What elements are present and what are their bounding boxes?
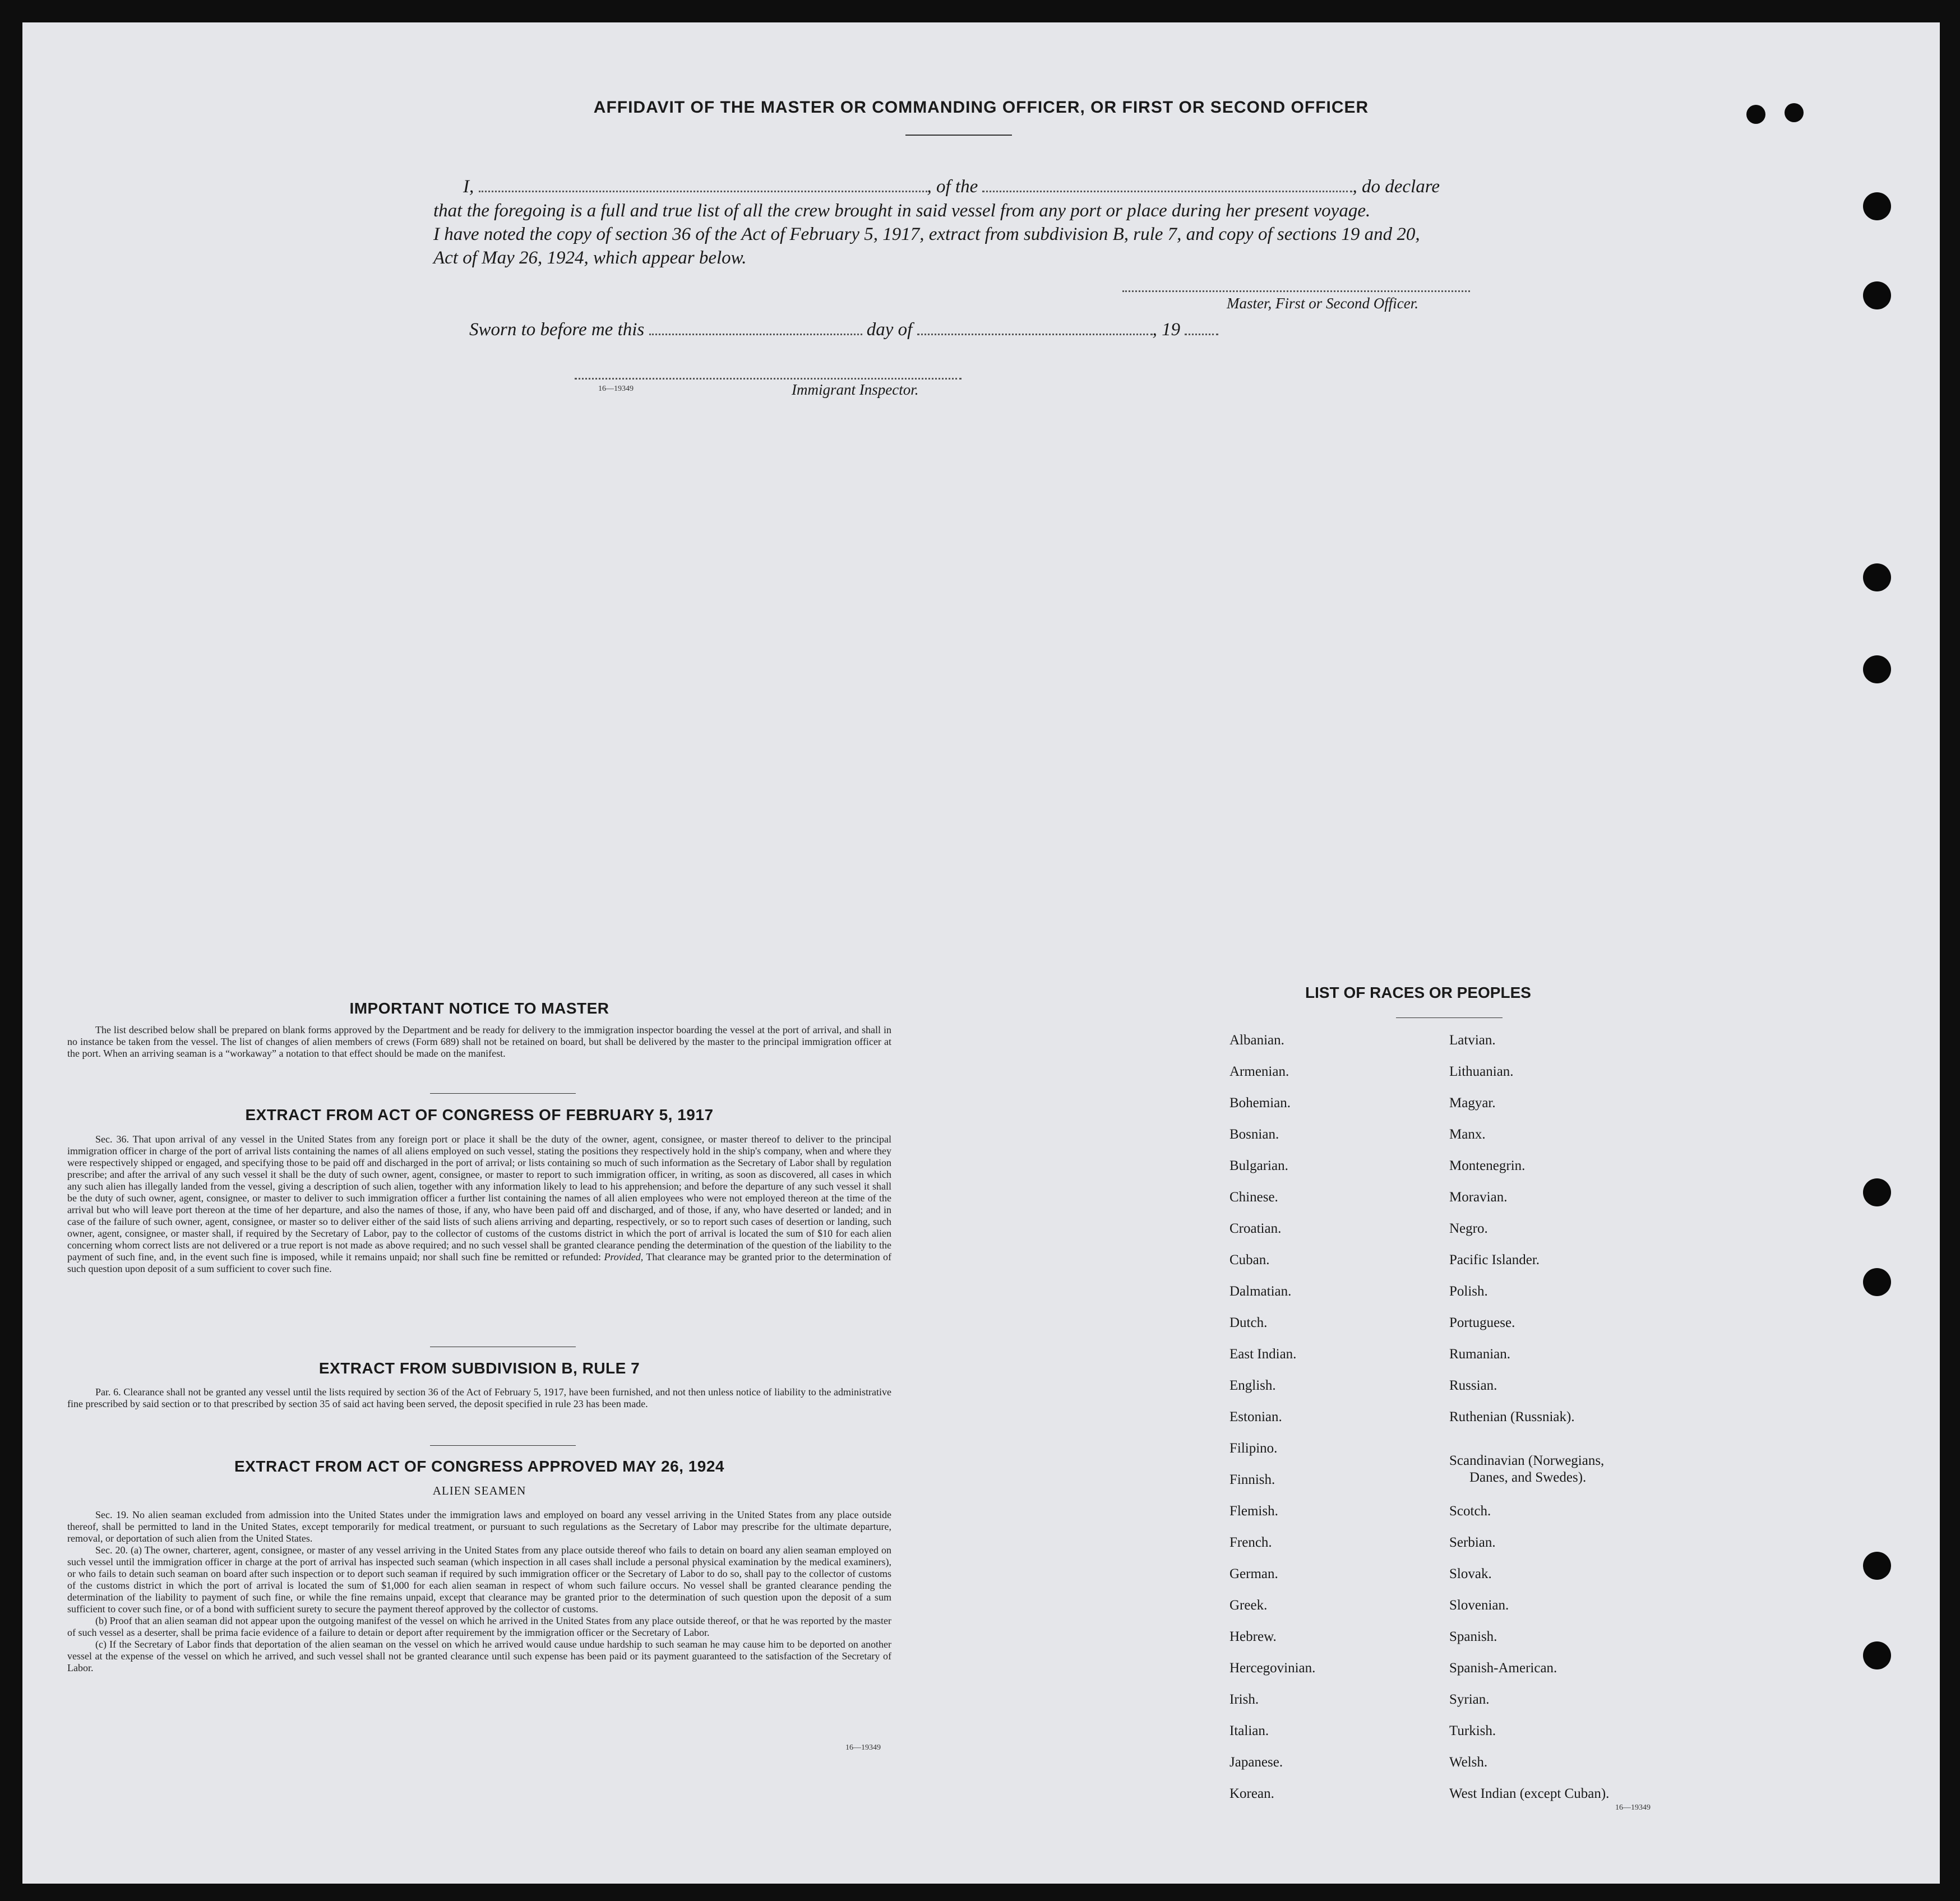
inspector-signature-field[interactable] [575,378,961,380]
notice-text [67,1024,891,1060]
sworn-year-field[interactable] [1185,333,1218,335]
section-divider [430,1445,576,1446]
race-item: Magyar. [1449,1095,1496,1111]
race-item: Scotch. [1449,1504,1491,1519]
race-item: Spanish-American. [1449,1661,1557,1676]
binder-hole [1863,1268,1891,1296]
race-item: Rumanian. [1449,1347,1511,1362]
master-signature-caption: Master, First or Second Officer. [1227,295,1418,312]
declarant-prefix: I, [463,177,474,197]
race-item: Ruthenian (Russniak). [1449,1409,1575,1424]
form-number-top: 16—19349 [598,385,634,393]
races-title-divider [1396,1017,1503,1018]
extract-1917-title: EXTRACT FROM ACT OF CONGRESS OF FEBRUARY 5, 1917 [245,1106,714,1123]
sworn-day-field[interactable] [649,333,862,335]
notice-paragraph: The list described below shall be prepared on blank forms approved by the Department and be ready for delivery to the immigration inspector boarding the vessel at the port of arrival, and shall in no instance be taken from the vessel. The list of changes of alien members of crews (Form 689) shall not be retained on board, but shall be delivered by the master to the principal immigration officer at the port. When an arriving seaman is a “workaway” a notation to that effect should be made on the manifest. [67,1024,891,1059]
race-item: Korean. [1229,1786,1274,1801]
race-item: Hercegovinian. [1229,1661,1316,1676]
of-the-label: , of the [927,177,978,197]
extract-1924-title: EXTRACT FROM ACT OF CONGRESS APPROVED MAY 26, 1924 [234,1458,724,1475]
race-item: Montenegrin. [1449,1158,1526,1173]
race-item: Filipino. [1229,1441,1278,1456]
race-item: Greek. [1229,1598,1268,1613]
form-number-left: 16—19349 [845,1743,881,1752]
affidavit-line-2: that the foregoing is a full and true list of all the crew brought in said vessel from any port or place during her present voyage. [433,201,1371,221]
extract-1924-text [67,1509,891,1674]
proviso-word: Provided, [604,1251,644,1262]
affidavit-line-1 [463,177,1440,197]
race-item: Hebrew. [1229,1629,1277,1644]
race-item: Slovak. [1449,1566,1492,1581]
binder-hole [1863,563,1891,591]
race-item: Finnish. [1229,1472,1275,1487]
race-item: Bohemian. [1229,1095,1291,1111]
race-item: Pacific Islander. [1449,1252,1540,1268]
race-item: Polish. [1449,1284,1488,1299]
race-item: Dutch. [1229,1315,1268,1330]
race-item: East Indian. [1229,1347,1297,1362]
sworn-label: Sworn to before me this [469,320,645,340]
extract-rule7-text [67,1386,891,1410]
do-declare-label: , do declare [1352,177,1440,197]
binder-hole [1863,192,1891,220]
extract-rule7-title: EXTRACT FROM SUBDIVISION B, RULE 7 [318,1359,640,1377]
race-item: Syrian. [1449,1692,1490,1707]
section-20c-paragraph: (c) If the Secretary of Labor finds that deportation of the alien seaman on the vessel on which he arrived would cause undue hardship to such seaman he may cause him to be deported on another vessel at the expense of the vessel on which he arrived, and such vessel shall not be granted clearance until such expense has been paid or its payment guaranteed to the satisfaction of the Secretary of Labor. [67,1639,891,1673]
race-item: Lithuanian. [1449,1064,1514,1079]
binder-hole [1863,655,1891,683]
affidavit-title: AFFIDAVIT OF THE MASTER OR COMMANDING OFFICER, OR FIRST OR SECOND OFFICER [593,98,1369,117]
affidavit-line-4: Act of May 26, 1924, which appear below. [433,248,747,268]
race-item: Negro. [1449,1221,1488,1236]
race-item: English. [1229,1378,1276,1393]
race-item: Italian. [1229,1723,1269,1738]
race-item: Flemish. [1229,1504,1278,1519]
race-item: Bulgarian. [1229,1158,1288,1173]
section-19-paragraph: Sec. 19. No alien seaman excluded from admission into the United States under the immigration laws and employed on board any vessel arriving in the United States from any place outside thereof, shall be permitted to land in the United States, except temporarily for medical treatment, or pursuant to such regulations as the Secretary of Labor may prescribe for the ultimate departure, removal, or deportation of such alien from the United States. [67,1509,891,1544]
binder-hole [1863,1178,1891,1206]
race-item: Moravian. [1449,1190,1508,1205]
form-page [22,22,1940,1884]
day-of-label: day of [866,320,913,340]
race-item: Japanese. [1229,1755,1283,1770]
race-item: Dalmatian. [1229,1284,1292,1299]
section-divider [430,1093,576,1094]
race-item: French. [1229,1535,1272,1550]
race-item: Armenian. [1229,1064,1289,1079]
race-item: Bosnian. [1229,1127,1279,1142]
paragraph-6: Par. 6. Clearance shall not be granted any vessel until the lists required by section 36 of the Act of February 5, 1917, have been furnished, and not then unless notice of liability to the administrative fine prescribed by said section or to that prescribed by section 35 of said act having been served, the deposit specified in rule 23 has been made. [67,1386,891,1409]
race-item: Welsh. [1449,1755,1488,1770]
proviso-text: That clearance may be granted prior to the determination of such question upon deposit of a sum sufficient to cover such fine. [67,1251,892,1274]
year-prefix-label: , 19 [1152,320,1181,340]
binder-hole [1863,281,1891,309]
section-20b-paragraph: (b) Proof that an alien seaman did not appear upon the outgoing manifest of the vessel on which he arrived in the United States from any place outside thereof, or that he was reported by the master of such vessel as a deserter, shall be prima facie evidence of a failure to detain or deport after requirement by the immigration officer or the Secretary of Labor. [67,1615,891,1638]
section-36-paragraph: Sec. 36. That upon arrival of any vessel in the United States from any foreign port or place it shall be the duty of the owner, agent, consignee, or master thereof to deliver to the principal immigration officer in charge of the port of arrival lists containing the names of all aliens employed on such vessel, stating the positions they respectively hold in the ship's company, when and where they were respectively shipped or engaged, and specifying those to be paid off and discharged in the port of arrival; or lists containing so much of such information as the Secretary of Labor shall by regulation prescribe; and after the arrival of any such vessel it shall be the duty of such owner, agent, consignee, or master to report to such immigration officer, in writing, as soon as discovered, all cases in which any such alien has illegally landed from the vessel, giving a description of such alien, together with any information likely to lead to his apprehension; and before the departure of any such vessel it shall be the duty of such owner, agent, consignee, or master to deliver to such immigration officer a further list containing the names of all alien employees who were not employed thereon at the time of the arrival but who will leave port thereon at the time of her departure, and also the names of those, if any, who have been paid off and discharged, and of those, if any, who have deserted or landed; and in case of the failure of such owner, agent, consignee, or master so to deliver either of the said lists of such aliens arriving and departing, respectively, or so to report such cases of desertion or landing, such owner, agent, consignee, or master shall, if required by the Secretary of Labor, pay to the collector of customs of the customs district in which the port of arrival is located the sum of $10 for each alien concerning whom correct lists are not delivered or a true report is not made as above required; and no such vessel shall be granted clearance pending the determination of the question of the liability to the payment of such fine, and, in the event such fine is imposed, while it remains unpaid; nor shall such fine be remitted or refunded: [67,1134,891,1262]
race-item: Serbian. [1449,1535,1496,1550]
race-item: German. [1229,1566,1278,1581]
affidavit-line-3: I have noted the copy of section 36 of the Act of February 5, 1917, extract from subdivision B, rule 7, and copy of sections 19 and 20, [433,224,1420,244]
race-item: Portuguese. [1449,1315,1515,1330]
race-item: Spanish. [1449,1629,1497,1644]
race-item: Scandinavian (Norwegians, [1449,1453,1605,1468]
race-item: Russian. [1449,1378,1497,1393]
form-number-right: 16—19349 [1615,1803,1651,1812]
binder-hole [1863,1641,1891,1669]
declarant-name-field[interactable] [479,190,927,192]
race-item: Turkish. [1449,1723,1496,1738]
race-item: Danes, and Swedes). [1469,1470,1587,1485]
race-item: Slovenian. [1449,1598,1509,1613]
race-item: West Indian (except Cuban). [1449,1786,1610,1801]
race-item: Cuban. [1229,1252,1270,1268]
race-item: Chinese. [1229,1190,1278,1205]
sworn-month-field[interactable] [917,333,1153,335]
race-item: Croatian. [1229,1221,1282,1236]
extract-1917-text [67,1134,891,1275]
vessel-name-field[interactable] [982,190,1352,192]
title-divider [905,135,1012,136]
races-title: LIST OF RACES OR PEOPLES [1305,984,1531,1001]
alien-seamen-subtitle: ALIEN SEAMEN [432,1484,526,1497]
sworn-line [469,320,1218,340]
race-item: Albanian. [1229,1033,1284,1048]
race-item: Manx. [1449,1127,1486,1142]
race-item: Estonian. [1229,1409,1282,1424]
master-signature-field[interactable] [1122,290,1470,292]
binder-hole [1863,1552,1891,1580]
notice-title: IMPORTANT NOTICE TO MASTER [349,1000,609,1017]
race-item: Latvian. [1449,1033,1496,1048]
race-item: Irish. [1229,1692,1259,1707]
section-20a-paragraph: Sec. 20. (a) The owner, charterer, agent, consignee, or master of any vessel arriving in the United States from any place outside thereof who fails to detain on board any alien seaman employed on such vessel until the immigration officer in charge at the port of arrival has inspected such seaman (which inspection in all cases shall include a personal physical examination by the medical examiners), or who fails to detain such seaman on board after such inspection or to deport such seaman if required by such immigration officer or the Secretary of Labor to do so, shall pay to the collector of customs of the customs district in which the port of arrival is located the sum of $1,000 for each alien seaman in respect of whom such failure occurs. No vessel shall be granted clearance pending the determination of the liability to payment of such fine, or while the fine remains unpaid, except that clearance may be granted prior to the determination of such question upon the deposit of a sum sufficient to cover such fine, or of a bond with sufficient surety to secure the payment thereof approved by the collector of customs. [67,1544,891,1615]
inspector-caption: Immigrant Inspector. [792,381,919,398]
